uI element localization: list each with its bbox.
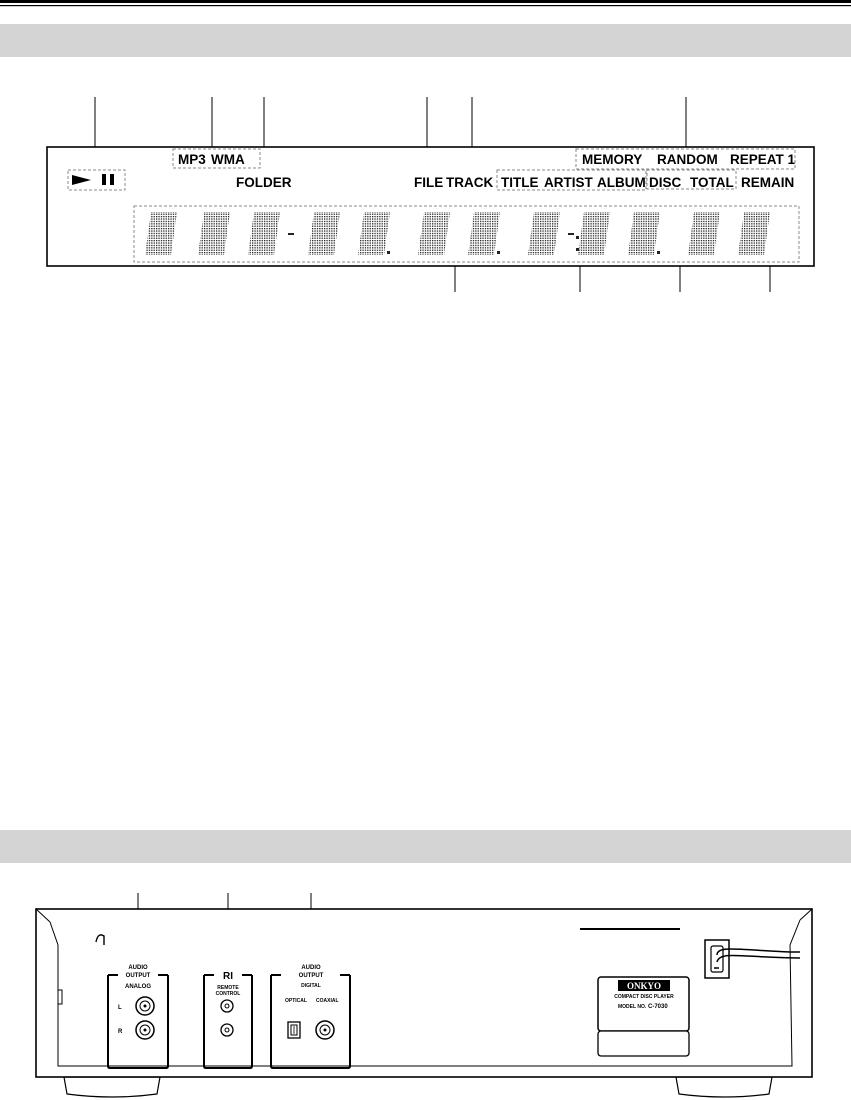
optical-label: OPTICAL <box>285 998 307 1004</box>
analog-output-label: OUTPUT <box>125 973 151 979</box>
coaxial-label: COAXIAL <box>316 998 339 1004</box>
rating-label-plate <box>598 977 689 1056</box>
right-foot <box>676 1077 772 1097</box>
optical-jack[interactable] <box>288 1022 300 1038</box>
remote-jack-2[interactable] <box>221 1024 233 1036</box>
matrix-dash <box>288 233 294 235</box>
title-indicator: TITLE <box>501 175 539 190</box>
digital-audio-label: AUDIO <box>301 965 321 971</box>
display-diagram <box>0 85 851 300</box>
coaxial-jack[interactable] <box>316 1021 334 1039</box>
analog-right-label: R <box>118 1029 123 1035</box>
section-header-rear-panel <box>0 830 851 863</box>
ri-symbol: RI <box>223 971 233 982</box>
memory-indicator: MEMORY <box>582 152 643 167</box>
model-number-label: C-7030 <box>648 1004 668 1010</box>
file-indicator: FILE <box>414 175 444 190</box>
mp3-indicator: MP3 <box>178 152 206 167</box>
header-rule <box>0 0 851 10</box>
analog-left-jack[interactable] <box>136 997 154 1015</box>
remote-label: REMOTE <box>217 985 239 991</box>
repeat-indicator: REPEAT 1 <box>730 152 796 167</box>
matrix-dash <box>568 233 574 235</box>
pause-icon <box>102 174 106 185</box>
rear-panel-diagram <box>0 890 851 1100</box>
left-foot <box>64 1077 160 1097</box>
artist-indicator: ARTIST <box>544 175 593 190</box>
track-indicator: TRACK <box>446 175 494 190</box>
analog-audio-label: AUDIO <box>128 965 148 971</box>
wma-indicator: WMA <box>211 152 245 167</box>
analog-right-jack[interactable] <box>136 1021 154 1039</box>
control-label: CONTROL <box>215 991 241 997</box>
matrix-colon-dot <box>576 248 579 251</box>
model-prefix-label: MODEL NO. <box>618 1004 647 1010</box>
digital-output-label: OUTPUT <box>298 973 324 979</box>
remain-indicator: REMAIN <box>741 175 795 190</box>
album-indicator: ALBUM <box>597 175 646 190</box>
chassis-outline <box>36 909 812 1077</box>
matrix-dot <box>657 251 660 254</box>
analog-left-label: L <box>118 1005 122 1011</box>
section-header-display <box>0 24 851 57</box>
onkyo-logo: ONKYO <box>626 981 662 991</box>
product-label: COMPACT DISC PLAYER <box>614 994 674 1000</box>
matrix-dot <box>497 251 500 254</box>
digital-label: DIGITAL <box>301 983 321 989</box>
folder-indicator: FOLDER <box>236 175 292 190</box>
disc-indicator: DISC <box>649 175 682 190</box>
remote-jack-1[interactable] <box>221 1000 233 1012</box>
random-indicator: RANDOM <box>657 152 718 167</box>
total-indicator: TOTAL <box>690 175 734 190</box>
analog-label: ANALOG <box>125 984 151 990</box>
matrix-dot <box>387 251 390 254</box>
pause-icon-bar <box>110 174 114 185</box>
matrix-colon-dot <box>576 236 579 239</box>
